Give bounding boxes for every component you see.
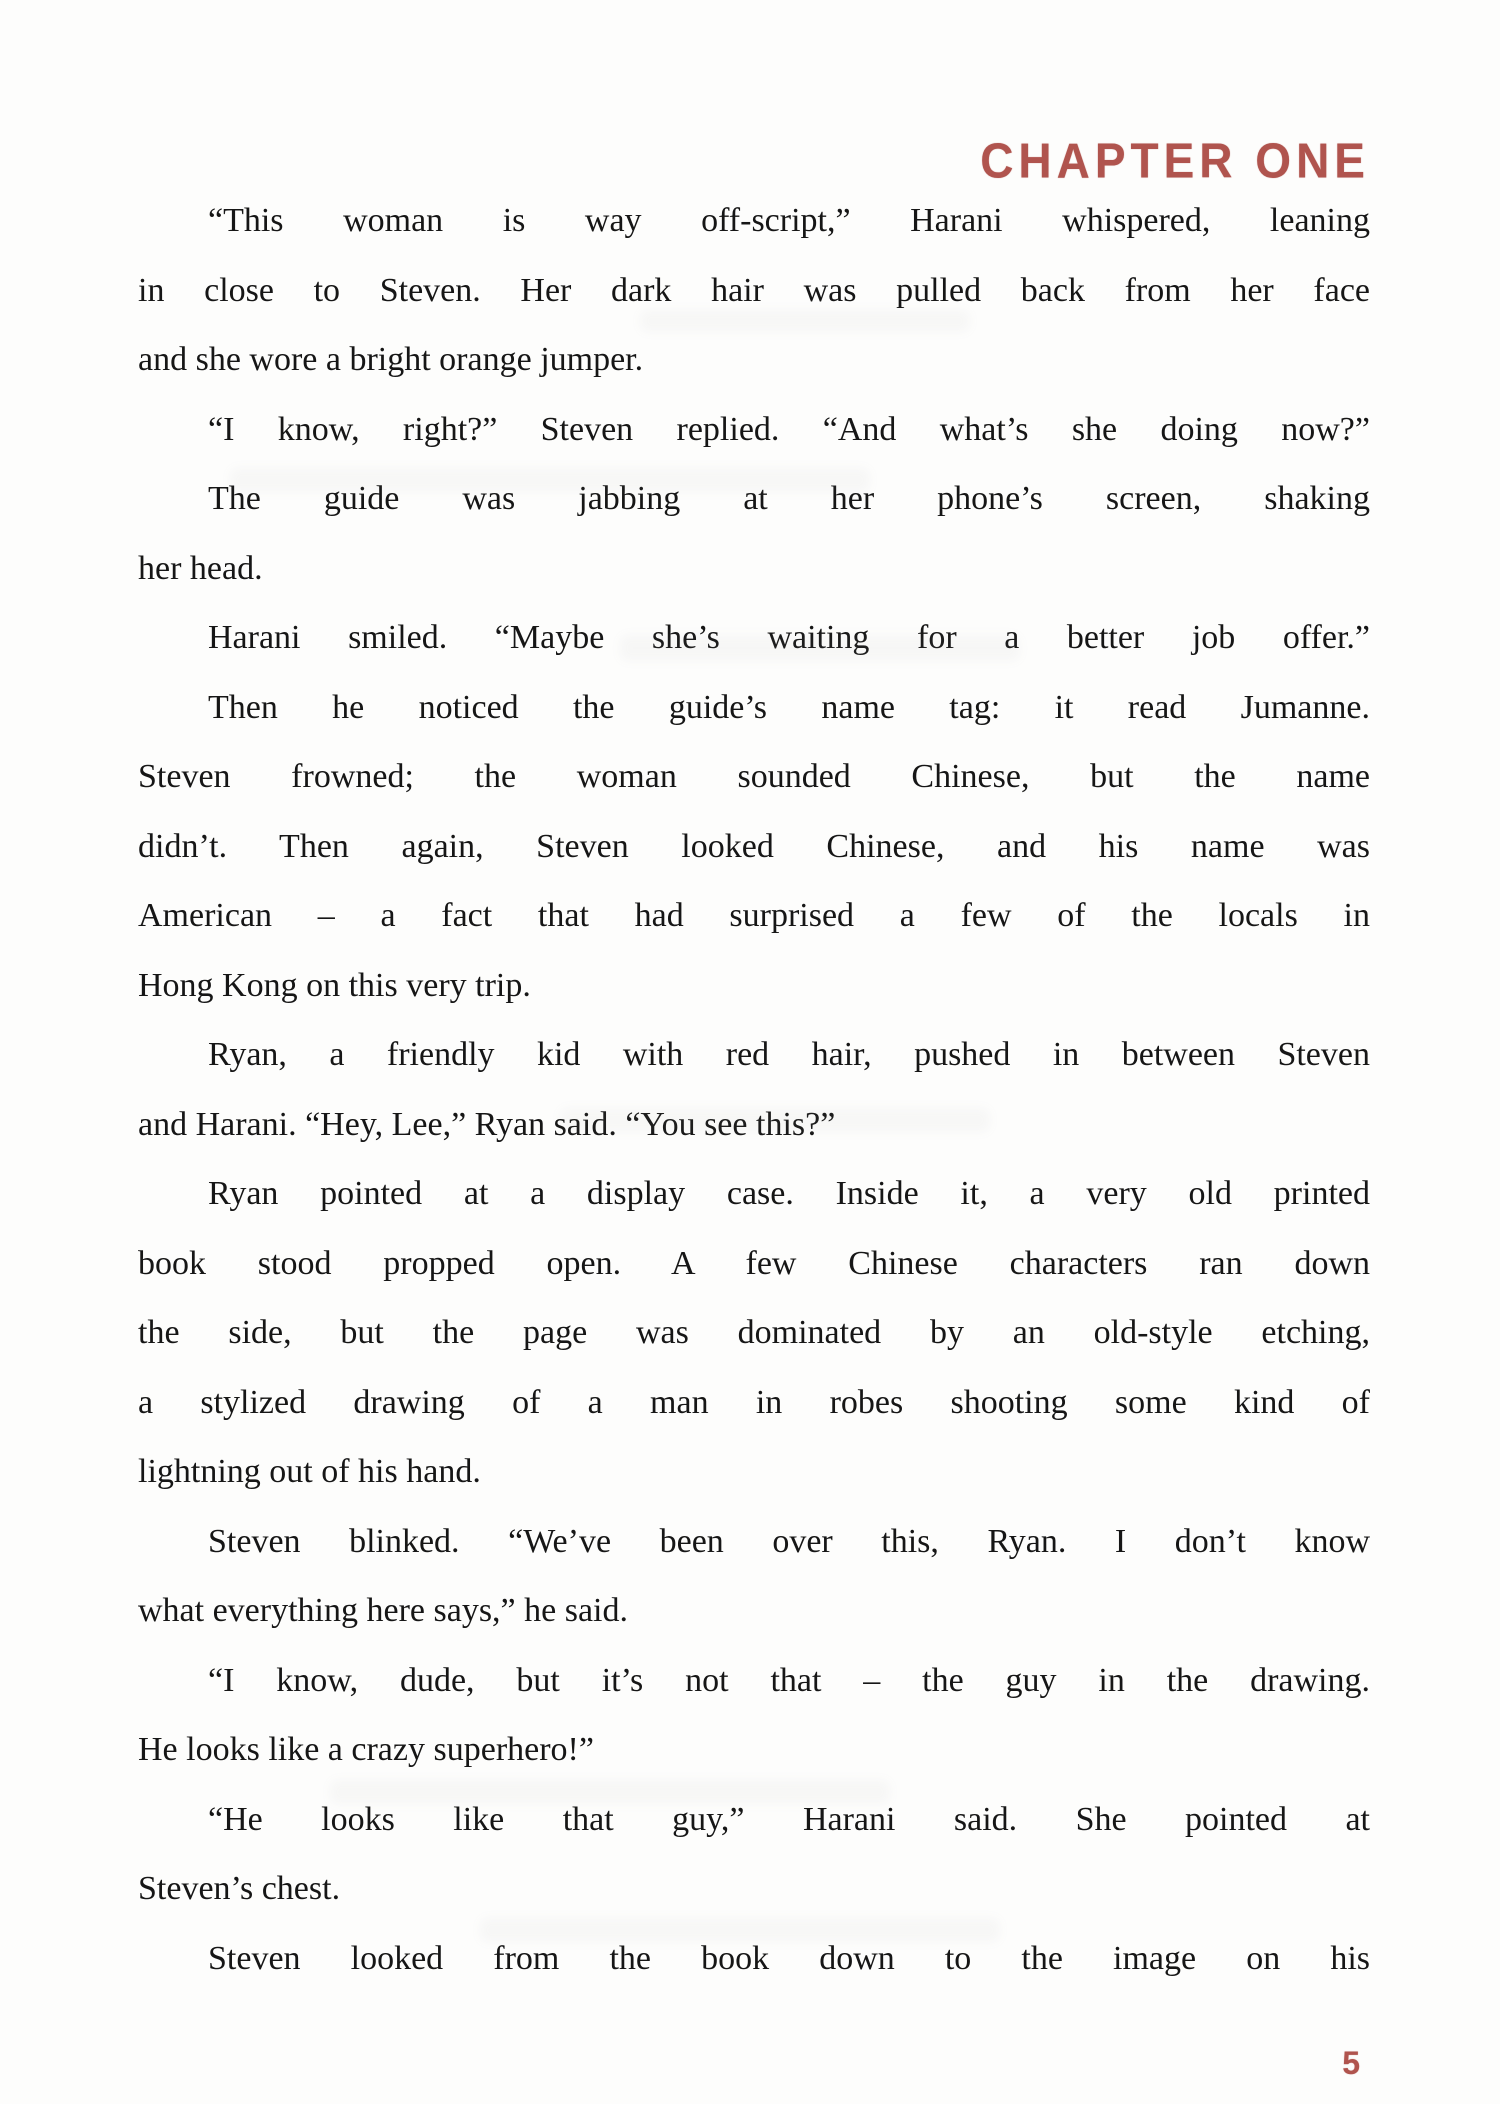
chapter-heading: CHAPTER ONE	[980, 133, 1370, 189]
body-line-12: Hong Kong on this very trip.	[138, 966, 531, 1004]
body-line-20: Steven blinked. “We’ve been over this, Ryan. I don’t know	[208, 1522, 1370, 1560]
body-line-5: The guide was jabbing at her phone’s screen, shaking	[208, 480, 1370, 517]
body-line-17: the side, but the page was dominated by an old-style etching,	[138, 1314, 1370, 1351]
body-line-7: Harani smiled. “Maybe she’s waiting for a better job offer.”	[208, 619, 1370, 656]
body-line-15: Ryan pointed at a display case. Inside it, a very old printed	[208, 1175, 1370, 1212]
body-line-2: in close to Steven. Her dark hair was pulled back from her face	[138, 271, 1370, 309]
body-line-23: He looks like a crazy superhero!”	[138, 1731, 594, 1768]
body-line-9: Steven frowned; the woman sounded Chinese, but the name	[138, 758, 1370, 795]
body-text	[138, 186, 1370, 1993]
body-line-6: her head.	[138, 549, 263, 587]
body-line-8: Then he noticed the guide’s name tag: it read Jumanne.	[208, 688, 1370, 726]
body-line-10: didn’t. Then again, Steven looked Chinese, and his name was	[138, 827, 1370, 865]
page-number: 5	[1342, 2045, 1360, 2081]
body-line-1: “This woman is way off-script,” Harani whispered, leaning	[208, 202, 1370, 239]
body-line-22: “I know, dude, but it’s not that – the guy in the drawing.	[208, 1661, 1370, 1699]
body-line-13: Ryan, a friendly kid with red hair, pushed in between Steven	[208, 1036, 1370, 1073]
body-line-4: “I know, right?” Steven replied. “And what’s she doing now?”	[208, 410, 1370, 448]
body-line-24: “He looks like that guy,” Harani said. She pointed at	[208, 1800, 1370, 1838]
body-line-18: a stylized drawing of a man in robes shooting some kind of	[138, 1383, 1370, 1421]
body-line-14: and Harani. “Hey, Lee,” Ryan said. “You see this?”	[138, 1105, 836, 1143]
body-line-16: book stood propped open. A few Chinese characters ran down	[138, 1244, 1370, 1282]
body-line-3: and she wore a bright orange jumper.	[138, 341, 644, 378]
body-line-26: Steven looked from the book down to the image on his	[208, 1939, 1370, 1977]
body-line-19: lightning out of his hand.	[138, 1453, 481, 1490]
body-line-21: what everything here says,” he said.	[138, 1592, 628, 1629]
body-line-11: American – a fact that had surprised a few of the locals in	[138, 897, 1370, 934]
body-line-25: Steven’s chest.	[138, 1870, 341, 1907]
